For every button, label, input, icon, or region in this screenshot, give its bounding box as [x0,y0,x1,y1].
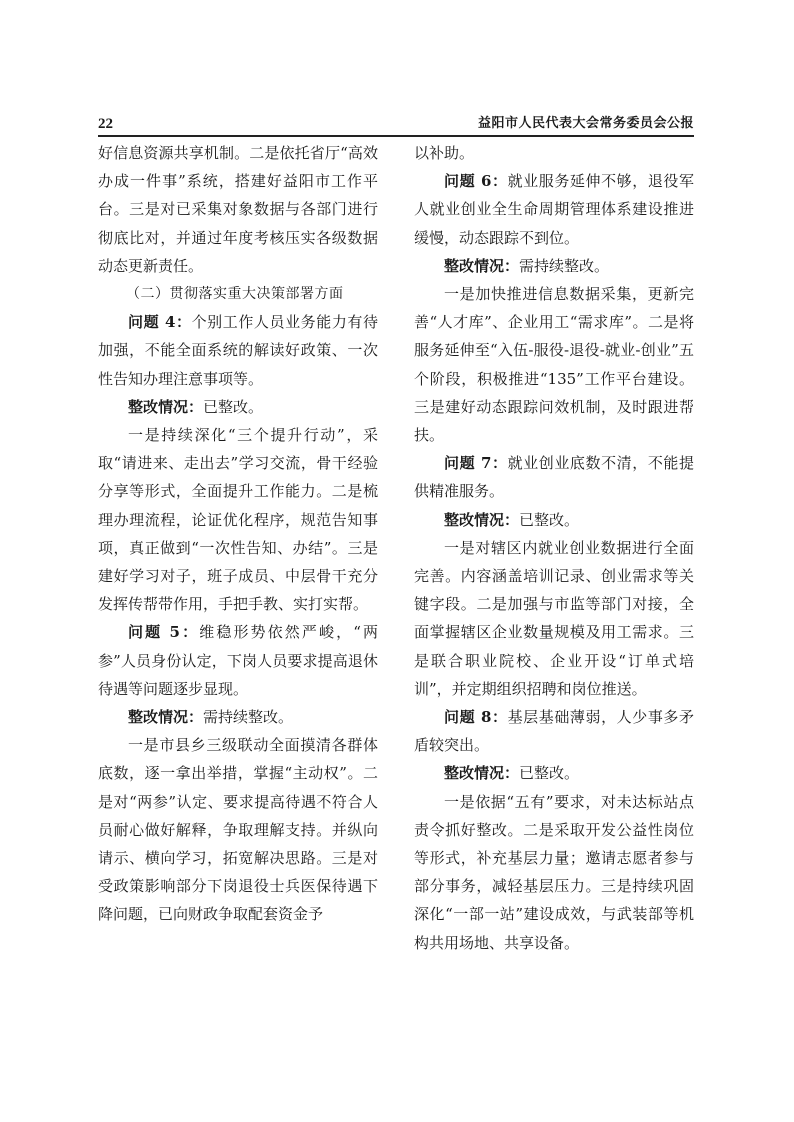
issue-6-label: 问题 6： [444,172,508,191]
issue-7-status-label: 整改情况： [444,510,520,529]
section-heading: （二）贯彻落实重大决策部署方面 [126,286,344,303]
issue-4-status [98,393,378,421]
issue-7-status-value: 已整改。 [519,510,580,529]
issue-5-detail: 一是市县乡三级联动全面摸清各群体底数，逐一拿出举措，掌握“主动权”。二是对“两参”认定、要求提高待遇不符合人员耐心做好解释，争取理解支持。并纵向请示、横向学习，拓宽解决思路。三是对受政策影响部分下岗退役士兵医保待遇下降问题，已向财政争取配套资金予 [98,736,378,924]
continuation-paragraph: 以补助。 [414,144,475,162]
issue-8-text: 基层基础薄弱，人少事多矛盾较突出。 [414,708,694,755]
issue-6-status-value: 需持续整改。 [519,256,610,275]
issue-4-status-label: 整改情况： [128,397,204,416]
journal-title: 益阳市人民代表大会常务委员会公报 [477,116,694,131]
issue-7-detail: 一是对辖区内就业创业数据进行全面完善。内容涵盖培训记录、创业需求等关键字段。二是加强与市监等部门对接，全面掌握辖区企业数量规模及用工需求。三是联合职业院校、企业开设“订单式培训”，并定期组织招聘和岗位推送。 [414,538,694,698]
issue-8-status-label: 整改情况： [444,764,520,783]
right-column [414,139,694,957]
issue-8-status-value: 已整改。 [519,764,580,783]
issue-4-detail: 一是持续深化“三个提升行动”，采取“请进来、走出去”学习交流，骨干经验分享等形式，全面提升工作能力。二是梳理办理流程，论证优化程序，规范告知事项，真正做到“一次性告知、办结”。三是建好学习对子，班子成员、中层骨干充分发挥传帮带作用，手把手教、实打实帮。 [98,426,378,614]
issue-5-paragraph [98,618,378,703]
issue-5-status-value: 需持续整改。 [203,708,294,727]
issue-8-paragraph [414,703,694,759]
issue-4-status-value: 已整改。 [203,397,264,416]
issue-6-text: 就业服务延伸不够，退役军人就业创业全生命周期管理体系建设推进缓慢，动态跟踪不到位。 [414,172,694,247]
page-header [98,113,694,135]
page-number: 22 [98,116,113,132]
issue-7-label: 问题 7： [444,454,508,473]
left-column [98,139,378,929]
issue-4-label: 问题 4： [128,313,192,332]
issue-5-label: 问题 5： [128,623,200,642]
header-rule [98,135,694,137]
issue-7-status [414,506,694,534]
issue-5-status [98,703,378,731]
issue-8-label: 问题 8： [444,708,508,727]
issue-6-detail: 一是加快推进信息数据采集，更新完善“人才库”、企业用工“需求库”。二是将服务延伸至“入伍-服役-退役-就业-创业”五个阶段，积极推进“135”工作平台建设。三是建好动态跟踪问效机制，及时跟进帮扶。 [414,285,694,445]
issue-7-paragraph [414,449,694,505]
issue-6-status-label: 整改情况： [444,256,520,275]
issue-7-text: 就业创业底数不清，不能提供精准服务。 [414,454,694,501]
issue-4-text: 个别工作人员业务能力有待加强，不能全面系统的解读好政策、一次性告知办理注意事项等。 [98,313,378,388]
issue-5-status-label: 整改情况： [128,708,204,727]
issue-5-text: 维稳形势依然严峻，“两参”人员身份认定，下岗人员要求提高退休待遇等问题逐步显现。 [98,623,378,698]
issue-8-status [414,759,694,787]
issue-4-paragraph [98,308,378,393]
issue-8-detail: 一是依据“五有”要求，对未达标站点责令抓好整改。二是采取开发公益性岗位等形式，补充基层力量；邀请志愿者参与部分事务，减轻基层压力。三是持续巩固深化“一部一站”建设成效，与武装部等机构共用场地、共享设备。 [414,792,694,952]
continuation-paragraph: 好信息资源共享机制。二是依托省厅“高效办成一件事”系统，搭建好益阳市工作平台。三是对已采集对象数据与各部门进行彻底比对，并通过年度考核压实各级数据动态更新责任。 [98,144,378,275]
issue-6-paragraph [414,167,694,252]
issue-6-status [414,252,694,280]
